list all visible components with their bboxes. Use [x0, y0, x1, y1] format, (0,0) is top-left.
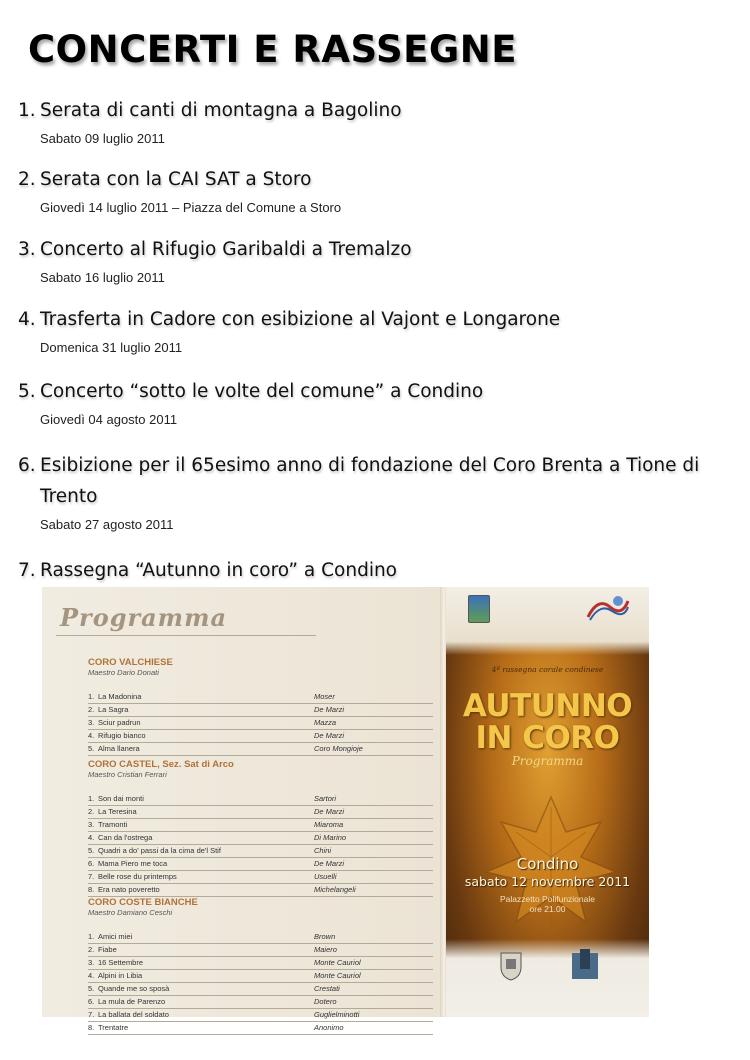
song-number: 3. [88, 958, 95, 967]
cover-header [446, 587, 649, 655]
event-number: 2. [18, 169, 36, 190]
song-number: 4. [88, 971, 95, 980]
event-number: 5. [18, 381, 36, 402]
event-item [18, 450, 738, 532]
event-title-text: Esibizione per il 65esimo anno di fondazione del Coro Brenta a Tione di [40, 455, 700, 476]
song-author: Monte Cauriol [314, 971, 361, 980]
choir-maestro: Maestro Damiano Ceschi [88, 908, 173, 917]
song-author: De Marzi [314, 731, 345, 740]
event-number: 4. [18, 309, 36, 330]
town-crest-icon [498, 949, 524, 981]
song-number: 1. [88, 692, 95, 701]
cover-edition: 4ª rassegna corale condinese [491, 665, 604, 674]
song-title: 16 Settembre [98, 958, 144, 967]
event-date: Sabato 09 luglio 2011 [40, 131, 165, 146]
event-item [18, 95, 738, 146]
song-title: Alpini in Libia [98, 971, 143, 980]
song-author: De Marzi [314, 859, 345, 868]
event-date: Sabato 27 agosto 2011 [40, 517, 174, 532]
song-author: Mazza [314, 718, 337, 727]
event-title [18, 164, 738, 195]
song-row [88, 983, 433, 996]
cover-date: sabato 12 novembre 2011 [464, 874, 631, 889]
song-number: 3. [88, 718, 95, 727]
song-row [88, 1009, 433, 1022]
song-row [88, 704, 433, 717]
choir-maestro: Maestro Dario Donati [88, 668, 159, 677]
song-number: 4. [88, 731, 95, 740]
event-title [18, 95, 738, 126]
song-row [88, 730, 433, 743]
song-title: Fiabe [98, 945, 117, 954]
song-author: Michelangeli [314, 885, 356, 894]
event-title-text: Rassegna “Autunno in coro” a Condino [40, 560, 398, 581]
song-number: 5. [88, 984, 95, 993]
song-row [88, 819, 433, 832]
song-row [88, 832, 433, 845]
song-author: Chini [314, 846, 332, 855]
event-date: Domenica 31 luglio 2011 [40, 340, 183, 355]
song-row [88, 858, 433, 871]
song-title: La ballata del soldato [98, 1010, 169, 1019]
song-author: Sartori [314, 794, 337, 803]
event-title-text: Concerto al Rifugio Garibaldi a Tremalzo [40, 239, 412, 260]
song-title: Era nato poveretto [98, 885, 160, 894]
song-row [88, 884, 433, 897]
event-title [18, 450, 738, 512]
song-number: 1. [88, 932, 95, 941]
event-item [18, 304, 738, 355]
song-row [88, 717, 433, 730]
song-row [88, 944, 433, 957]
song-author: Monte Cauriol [314, 958, 361, 967]
song-author: Crestati [314, 984, 340, 993]
song-number: 3. [88, 820, 95, 829]
cover-place: Condino [516, 855, 579, 873]
choir-section [88, 759, 433, 897]
cover-footer [446, 939, 649, 1017]
song-title: Son dai monti [98, 794, 144, 803]
song-title: Rifugio bianco [98, 731, 146, 740]
song-title: La Madonina [98, 692, 142, 701]
song-title: Tramonti [98, 820, 128, 829]
song-title: Mama Piero me toca [98, 859, 168, 868]
brochure-image [42, 587, 649, 1032]
song-number: 1. [88, 794, 95, 803]
song-title: Quande me so sposà [98, 984, 170, 993]
choir-name: CORO COSTE BIANCHE [88, 897, 198, 908]
event-title-text: Trasferta in Cadore con esibizione al Vajont e Longarone [40, 309, 561, 330]
event-date: Sabato 16 luglio 2011 [40, 270, 165, 285]
choir-section [88, 657, 433, 756]
song-author: Guglielminotti [314, 1010, 360, 1019]
choir-section [88, 897, 433, 1035]
song-title: La Sagra [98, 705, 129, 714]
event-number: 7. [18, 560, 36, 581]
event-number: 1. [18, 100, 36, 121]
song-title: La mula de Parenzo [98, 997, 166, 1006]
song-author: Coro Mongioje [314, 744, 363, 753]
song-number: 5. [88, 744, 95, 753]
event-title [18, 376, 738, 407]
song-number: 6. [88, 997, 95, 1006]
event-title-text: Serata con la CAI SAT a Storo [40, 169, 312, 190]
event-title-text: Concerto “sotto le volte del comune” a Condino [40, 381, 484, 402]
program-heading: Programma [60, 603, 228, 632]
page-title: CONCERTI E RASSEGNE [28, 28, 518, 71]
song-title: La Teresina [98, 807, 137, 816]
event-item [18, 164, 738, 215]
event-item [18, 376, 738, 427]
song-row [88, 743, 433, 756]
song-row [88, 806, 433, 819]
song-row [88, 931, 433, 944]
cover-title-line1: AUTUNNO [462, 688, 633, 724]
cover-venue-name: Palazzetto Polifunzionale [500, 894, 595, 904]
song-author: Di Marino [314, 833, 347, 842]
song-title: Alma llanera [98, 744, 140, 753]
song-title: Amici miei [98, 932, 133, 941]
event-number: 3. [18, 239, 36, 260]
song-author: Maiero [314, 945, 337, 954]
song-number: 7. [88, 872, 95, 881]
song-number: 8. [88, 1023, 95, 1032]
song-row [88, 957, 433, 970]
song-number: 2. [88, 945, 95, 954]
event-title [18, 304, 738, 335]
song-author: Usuelli [314, 872, 337, 881]
program-page [42, 587, 444, 1032]
song-row [88, 1022, 433, 1035]
song-author: Brown [314, 932, 336, 941]
event-number: 6. [18, 455, 36, 476]
cover-venue-time: ore 21.00 [529, 904, 566, 914]
divider [56, 635, 316, 636]
song-row [88, 845, 433, 858]
song-number: 8. [88, 885, 95, 894]
song-number: 6. [88, 859, 95, 868]
choir-maestro: Maestro Cristian Ferrari [88, 770, 167, 779]
song-title: Trentatre [98, 1023, 129, 1032]
choir-name: CORO CASTEL, Sez. Sat di Arco [88, 759, 234, 770]
event-item [18, 234, 738, 285]
cover-subtitle: Programma [511, 754, 584, 768]
song-number: 2. [88, 705, 95, 714]
song-author: Anonimo [314, 1023, 344, 1032]
song-title: Sciur padrun [98, 718, 141, 727]
event-title-text: Serata di canti di montagna a Bagolino [40, 100, 402, 121]
song-author: De Marzi [314, 705, 345, 714]
song-number: 2. [88, 807, 95, 816]
brochure-cover [446, 587, 649, 1017]
song-number: 5. [88, 846, 95, 855]
town-tower-icon [568, 947, 602, 981]
event-title-continuation: Trento [40, 486, 98, 507]
song-author: Dotero [314, 997, 337, 1006]
song-author: Miaroma [314, 820, 344, 829]
choir-federation-logo-icon [584, 593, 630, 623]
song-row [88, 996, 433, 1009]
song-author: De Marzi [314, 807, 345, 816]
event-item [18, 555, 738, 586]
song-number: 4. [88, 833, 95, 842]
cover-title-line2: IN CORO [475, 720, 620, 756]
cover-venue [446, 894, 649, 914]
song-title: Belle rose du printemps [98, 872, 177, 881]
event-title [18, 555, 738, 586]
choir-name: CORO VALCHIESE [88, 657, 173, 668]
song-title: Quadri a do' passi da la cima de'l Stif [98, 846, 221, 855]
song-title: Can da l'ostrega [98, 833, 153, 842]
event-date: Giovedì 14 luglio 2011 – Piazza del Comune a Storo [40, 200, 342, 215]
song-row [88, 970, 433, 983]
event-title [18, 234, 738, 265]
song-row [88, 691, 433, 704]
song-row [88, 871, 433, 884]
song-row [88, 793, 433, 806]
municipality-crest-icon [468, 595, 490, 623]
song-number: 7. [88, 1010, 95, 1019]
event-date: Giovedì 04 agosto 2011 [40, 412, 178, 427]
song-author: Moser [314, 692, 335, 701]
